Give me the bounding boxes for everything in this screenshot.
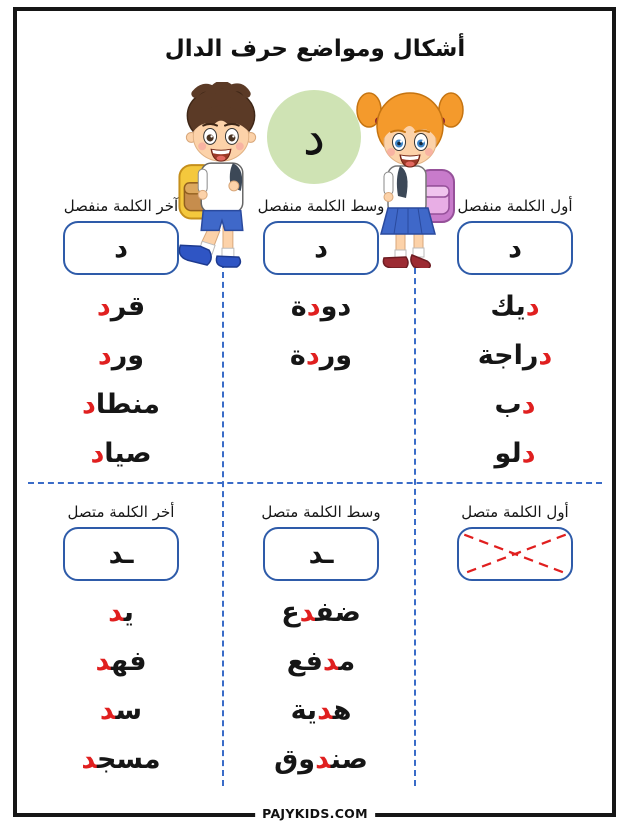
section-title: أول الكلمة منفصل xyxy=(457,197,573,215)
footer-brand: PAJYKIDS.COM xyxy=(255,806,375,821)
word-part: د xyxy=(305,340,320,371)
section-last-connected xyxy=(17,483,225,795)
word-part: صيا xyxy=(104,438,152,469)
word xyxy=(225,637,417,686)
word-part: ‍د xyxy=(95,646,112,677)
word-part: د xyxy=(521,438,536,469)
word-part: س‍ xyxy=(115,695,143,726)
word xyxy=(17,686,225,735)
crossed-letter-box xyxy=(457,527,573,581)
sections-grid xyxy=(17,192,613,795)
word-list xyxy=(225,282,417,380)
word-part: ‍د xyxy=(315,744,331,775)
word-part: ‍د xyxy=(322,646,339,677)
word-part: د xyxy=(521,389,536,420)
word xyxy=(417,429,613,478)
section-middle-connected xyxy=(225,483,417,795)
word xyxy=(225,331,417,380)
word xyxy=(417,331,613,380)
word-part: دو xyxy=(320,291,352,322)
word xyxy=(17,282,225,331)
word xyxy=(17,429,225,478)
letter-box xyxy=(63,221,179,275)
girl-illustration xyxy=(356,86,464,268)
word xyxy=(225,588,417,637)
worksheet-title: أشكال ومواضع حرف الدال xyxy=(164,36,466,62)
boy-illustration xyxy=(171,82,271,270)
word-part: د xyxy=(306,291,321,322)
word xyxy=(17,735,225,784)
word-part: م‍ xyxy=(338,646,356,677)
word-part: فه‍ xyxy=(111,646,147,677)
section-title: آخر الكلمة منفصل xyxy=(63,197,179,215)
word-part: مسج‍ xyxy=(96,744,161,775)
word-list xyxy=(417,282,613,478)
word-part: ة xyxy=(289,340,306,371)
word xyxy=(225,282,417,331)
word-part: ‍د xyxy=(81,744,97,775)
word xyxy=(417,282,613,331)
word-part: ه‍ xyxy=(332,695,352,726)
word-part: ية xyxy=(290,695,318,726)
word-part: راجة xyxy=(477,340,539,371)
word-part: منطا xyxy=(95,389,161,420)
word xyxy=(417,380,613,429)
word-part: ‍د xyxy=(317,695,333,726)
word-part: د xyxy=(81,389,96,420)
section-title: وسط الكلمة متصل xyxy=(261,503,381,521)
word xyxy=(225,735,417,784)
word-list xyxy=(17,282,225,478)
word-part: ور xyxy=(319,340,353,371)
section-title: أخر الكلمة متصل xyxy=(67,503,175,521)
word-list xyxy=(17,588,225,784)
letter-box xyxy=(263,527,379,581)
word-part: ي‍ xyxy=(123,597,134,628)
word-part: د xyxy=(96,291,111,322)
letter-box-letter: د xyxy=(508,232,522,264)
letter-box xyxy=(457,221,573,275)
section-first-connected xyxy=(417,483,613,795)
word xyxy=(17,331,225,380)
word-part: قر xyxy=(110,291,146,322)
word xyxy=(225,686,417,735)
word-part: ‍د xyxy=(299,597,316,628)
word-part: د xyxy=(525,291,540,322)
word-part: ‍د xyxy=(99,695,116,726)
red-cross-icon xyxy=(459,529,571,579)
letter-box xyxy=(63,527,179,581)
word xyxy=(17,588,225,637)
word-part: لو xyxy=(494,438,522,469)
letter-box-letter: د xyxy=(114,232,128,264)
section-title: أول الكلمة متصل xyxy=(461,503,569,521)
word-part: فع xyxy=(286,646,323,677)
word-part: د xyxy=(538,340,553,371)
word-list xyxy=(225,588,417,784)
word xyxy=(17,380,225,429)
word-part: ور xyxy=(111,340,145,371)
word-part: د xyxy=(97,340,112,371)
word-part: ة xyxy=(290,291,307,322)
word-part: ‍د xyxy=(108,597,124,628)
letter-box-letter: ـد xyxy=(308,538,334,570)
section-title: وسط الكلمة منفصل xyxy=(257,197,385,215)
word-part: د xyxy=(90,438,105,469)
word-part: ضف‍ xyxy=(315,597,361,628)
letter-box-letter: ـد xyxy=(108,538,134,570)
word-part: ب xyxy=(494,389,522,420)
word xyxy=(17,637,225,686)
word-part: ع xyxy=(281,597,300,628)
word-part: يك xyxy=(490,291,526,322)
word-part: وق xyxy=(274,744,316,775)
word-part: صن‍ xyxy=(330,744,368,775)
main-letter-circle: د xyxy=(267,90,361,184)
letter-box-letter: د xyxy=(314,232,328,264)
